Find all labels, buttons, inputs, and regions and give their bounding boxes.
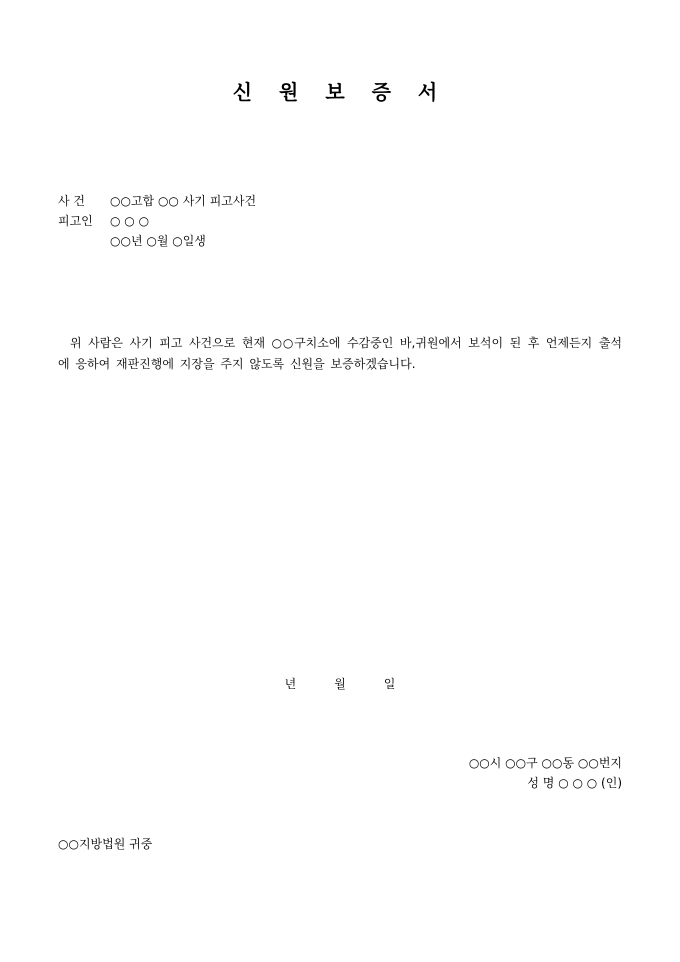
defendant-birthdate: ○○년 ○월 ○일생 <box>110 234 206 248</box>
document-title: 신 원 보 증 서 <box>232 80 448 104</box>
defendant-label: 피고인 <box>58 214 93 228</box>
date-year: 년 <box>284 677 297 691</box>
court-addressee: ○○지방법원 귀중 <box>58 837 153 851</box>
case-value: ○○고합 ○○ 사기 피고사건 <box>110 194 257 208</box>
defendant-name: ○ ○ ○ <box>110 214 150 228</box>
date-month: 월 <box>334 677 346 691</box>
defendant-row <box>58 213 149 229</box>
case-label: 사 건 <box>58 194 85 208</box>
guarantee-statement: 위 사람은 사기 피고 사건으로 현재 ○○구치소에 수감중인 바,귀원에서 보석이 된 후 언제든지 출석에 응하여 재판진행에 지장을 주지 않도록 신원을 보증하겠습니다. <box>58 336 622 371</box>
date-day: 일 <box>383 677 396 691</box>
guarantor-signature: 성 명 ○ ○ ○ (인) <box>527 776 622 790</box>
guarantor-address: ○○시 ○○구 ○○동 ○○번지 <box>468 756 622 770</box>
birth-row <box>58 233 206 249</box>
case-row <box>58 193 256 209</box>
date-line <box>0 676 680 692</box>
